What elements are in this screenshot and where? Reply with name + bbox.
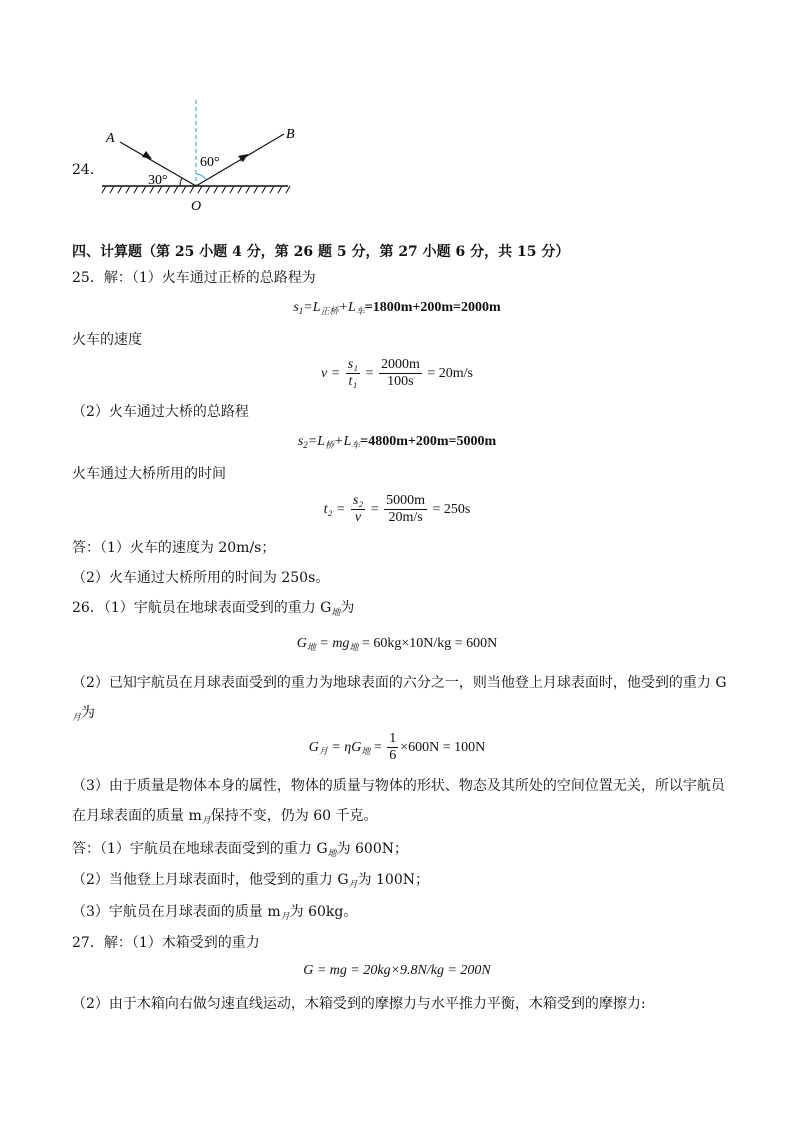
q25-speed-label: 火车的速度: [72, 332, 142, 348]
q26-part3-line1: （3）由于质量是物体本身的属性，物体的质量与物体的形状、物态及其所处的空间位置无关，所以宇航员: [72, 778, 725, 794]
q26-part3-line2: 在月球表面的质量 $m_月$保持不变，仍为 60 千克。: [72, 808, 378, 826]
q26-answer-2: （2）当他登上月球表面时，他受到的重力 $G_月$为 100N；: [72, 872, 429, 890]
q26-eq2: $G_月 = \eta G_地$ = $\frac{1}{6}$ ×600N = 100N: [308, 731, 486, 764]
q25-part2: （2）火车通过大桥的总路程: [72, 404, 249, 420]
q26-intro: 26．（1）宇航员在地球表面受到的重力 $G_地$为: [72, 600, 355, 618]
q24-number: 24．: [72, 162, 104, 178]
label-o: O: [191, 199, 202, 214]
q25-intro: 25．解：（1）火车通过正桥的总路程为: [72, 270, 316, 286]
mirror-hatching: [102, 186, 290, 193]
q26-part2-line2: $_月$为: [72, 705, 96, 723]
q27-eq1: G = mg = 20kg×9.8N/kg = 200N: [303, 963, 491, 978]
q25-eq1: $s_1=L_{正桥}+L_车=1800m+200m=2000m$: [293, 300, 501, 316]
angle-arc-60: [196, 174, 206, 180]
q25-time-label: 火车通过大桥所用的时间: [72, 466, 226, 482]
label-angle-30: 30°: [148, 173, 168, 188]
label-a: A: [106, 131, 115, 146]
label-angle-60: 60°: [200, 155, 220, 170]
q27-intro: 27．解：（1）木箱受到的重力: [72, 935, 260, 951]
q26-answer-3: （3）宇航员在月球表面的质量 $m_月$为 60kg。: [72, 904, 358, 922]
q25-answer-2: （2）火车通过大桥所用的时间为 250s。: [72, 570, 330, 586]
q26-part2-line1: （2）已知宇航员在月球表面受到的重力为地球表面的六分之一，则当他登上月球表面时，他受到的重力 G: [72, 675, 727, 691]
incident-arrow: [142, 151, 152, 159]
q25-answer-1: 答：（1）火车的速度为 20m/s；: [72, 540, 276, 556]
q26-answer-1: 答：（1）宇航员在地球表面受到的重力 $G_地$为 600N；: [72, 841, 408, 859]
q25-eq4: t₂ = $\frac{\text{s₂}}{v}$ = $\frac{5000m}{20m/s}$ = 250s: [323, 493, 471, 526]
angle-arc-30: [180, 178, 182, 186]
label-b: B: [286, 127, 295, 142]
reflection-diagram: [100, 96, 320, 216]
section-heading: 四、计算题（第 25 小题 4 分，第 26 题 5 分，第 27 小题 6 分，共 15 分）: [72, 244, 570, 260]
q26-eq1: $G_地 = mg_地 = 60kg\times 10N/kg = 600N$: [296, 636, 498, 652]
q27-part2: （2）由于木箱向右做匀速直线运动，木箱受到的摩擦力与水平推力平衡，木箱受到的摩擦力:: [72, 996, 646, 1012]
q25-eq2: v = $\frac{\text{s₁}}{\text{t₁}}$ = $\frac{2000m}{100s}$ = 20m/s: [321, 357, 473, 390]
q25-eq3: $s_2=L_桥+L_车=4800m+200m=5000m$: [297, 434, 497, 450]
